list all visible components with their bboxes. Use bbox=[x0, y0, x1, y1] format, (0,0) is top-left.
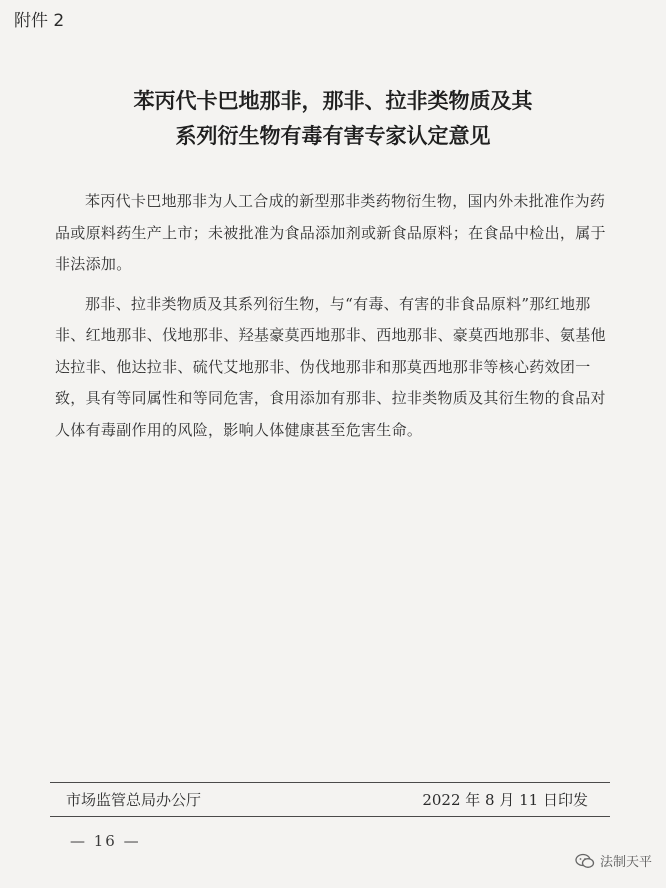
attachment-label: 附件 2 bbox=[14, 11, 65, 31]
paragraph-1: 苯丙代卡巴地那非为人工合成的新型那非类药物衍生物，国内外未批准作为药品或原料药生产上市；未被批准为食品添加剂或新食品原料；在食品中检出，属于非法添加。 bbox=[55, 192, 606, 273]
document-body bbox=[55, 186, 615, 454]
footer-divider-top bbox=[50, 782, 610, 783]
title-line-1: 苯丙代卡巴地那非，那非、拉非类物质及其 bbox=[133, 89, 533, 113]
watermark bbox=[575, 851, 652, 870]
issue-date: 2022 年 8 月 11 日印发 bbox=[422, 791, 588, 809]
wechat-icon bbox=[575, 853, 595, 869]
page-number: — 16 — bbox=[70, 832, 141, 850]
title-line-2: 系列衍生物有毒有害专家认定意见 bbox=[175, 124, 491, 148]
issuer-name: 市场监管总局办公厅 bbox=[66, 791, 202, 809]
watermark-text: 法制天平 bbox=[599, 855, 652, 870]
footer-divider-bottom bbox=[50, 816, 610, 817]
paragraph-2: 那非、拉非类物质及其系列衍生物，与“有毒、有害的非食品原料”那红地那非、红地那非、伐地那非、羟基豪莫西地那非、西地那非、豪莫西地那非、氨基他达拉非、他达拉非、硫代艾地那非、伪伐地那非和那莫西地那非等核心药效团一致，具有等同属性和等同危害，食用添加有那非、拉非类物质及其衍生物的食品对人体有毒副作用的风险，影响人体健康甚至危害生命。 bbox=[55, 294, 606, 439]
document-title bbox=[40, 84, 626, 154]
